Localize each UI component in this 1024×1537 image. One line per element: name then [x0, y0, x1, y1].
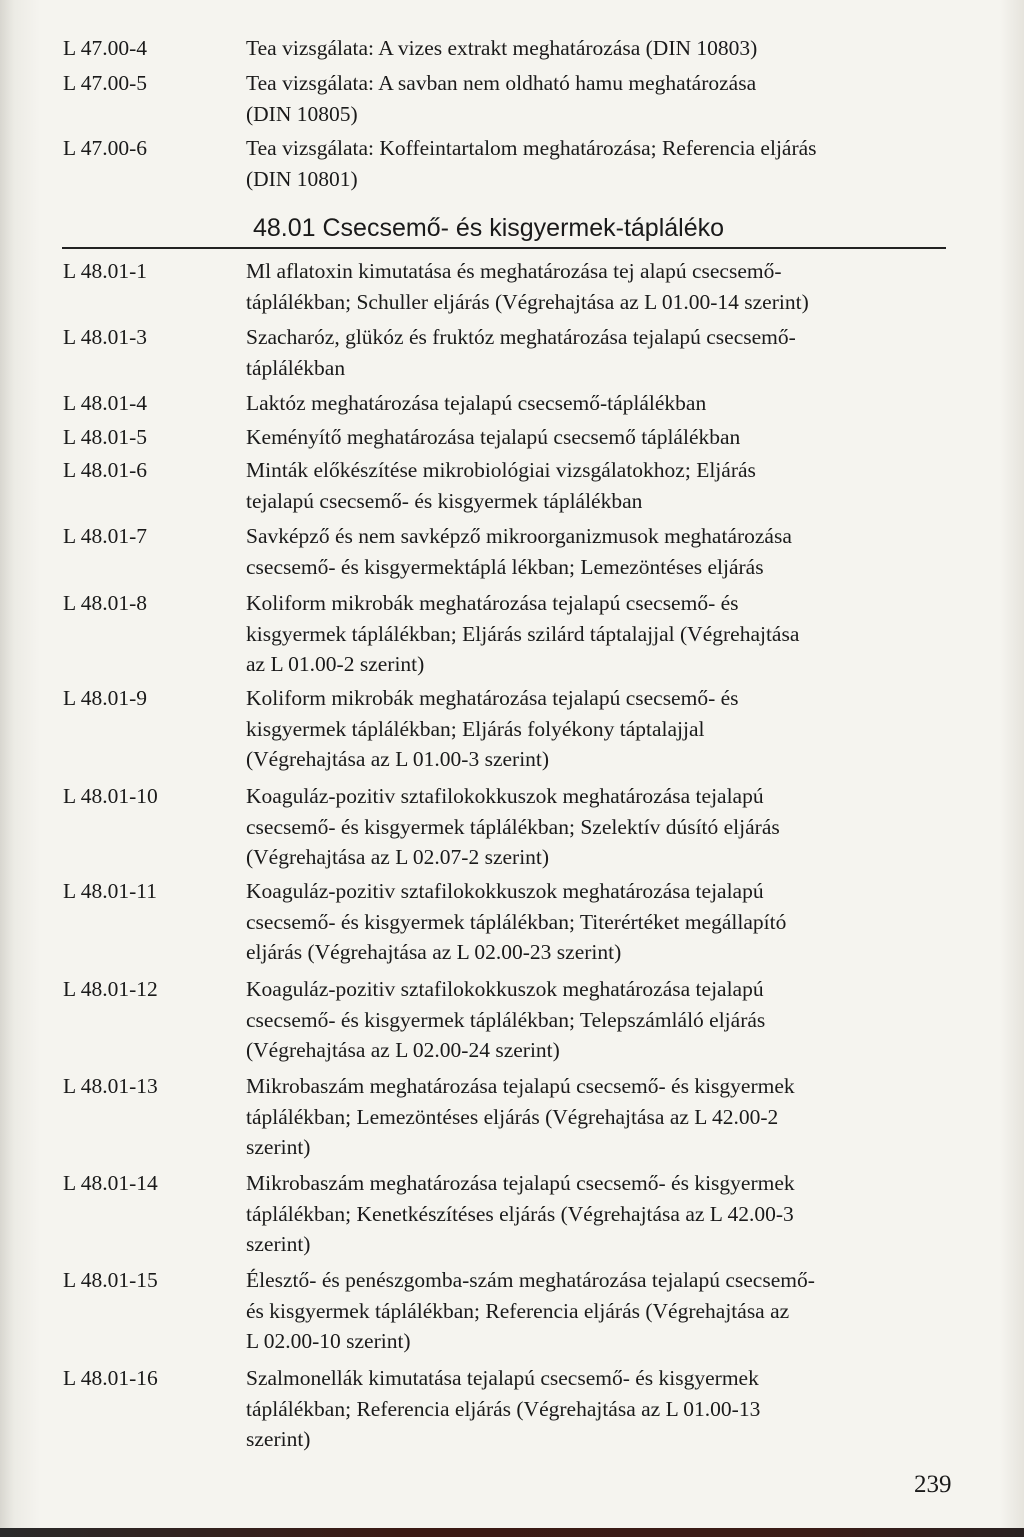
description-line: Tea vizsgálata: Koffeintartalom meghatározása; Referencia eljárás	[246, 136, 817, 160]
description-line: Élesztő- és penészgomba-szám meghatározása tejalapú csecsemő-	[246, 1268, 815, 1292]
description-line: kisgyermek táplálékban; Eljárás folyékony táptalajjal	[246, 716, 705, 741]
entry-code: L 48.01-7	[63, 524, 147, 548]
description-line: Koliform mikrobák meghatározása tejalapú csecsemő- és	[246, 686, 739, 710]
description-line: táplálékban; Referencia eljárás (Végrehajtása az L 01.00-13	[246, 1396, 761, 1421]
entry-description	[246, 68, 946, 129]
description-line: szerint)	[246, 1427, 311, 1451]
entry-code: L 47.00-5	[63, 71, 147, 95]
entry-code: L 48.01-13	[63, 1074, 158, 1098]
entry-description	[246, 422, 946, 453]
entry-code: L 48.01-6	[63, 458, 147, 482]
description-line: Koaguláz-pozitiv sztafilokokkuszok meghatározása tejalapú	[246, 784, 764, 808]
entry-description	[246, 1363, 946, 1455]
description-line: és kisgyermek táplálékban; Referencia eljárás (Végrehajtása az	[246, 1298, 790, 1323]
entry-description	[246, 781, 946, 873]
entry-description	[246, 683, 946, 775]
description-line: Tea vizsgálata: A savban nem oldható hamu meghatározása	[246, 71, 757, 95]
description-line: (Végrehajtása az L 01.00-3 szerint)	[246, 747, 550, 771]
description-line: csecsemő- és kisgyermek táplálékban; Titerértéket megállapító	[246, 909, 787, 934]
description-line: táplálékban; Lemezöntéses eljárás (Végrehajtása az L 42.00-2	[246, 1104, 779, 1129]
entry-code: L 48.01-9	[63, 686, 147, 710]
description-line: Tea vizsgálata: A vizes extrakt meghatározása (DIN 10803)	[246, 36, 758, 60]
entry-code: L 47.00-4	[63, 36, 147, 60]
description-line: Koliform mikrobák meghatározása tejalapú csecsemő- és	[246, 591, 739, 615]
entry-code: L 48.01-8	[63, 591, 147, 615]
description-line: Mikrobaszám meghatározása tejalapú csecsemő- és kisgyermek	[246, 1074, 795, 1098]
description-line: Ml aflatoxin kimutatása és meghatározása tej alapú csecsemő-	[246, 259, 782, 283]
entry-description	[246, 974, 946, 1066]
description-line: szerint)	[246, 1135, 311, 1159]
entry-description	[246, 322, 946, 383]
page-number: 239	[914, 1471, 952, 1498]
entry-code: L 48.01-11	[63, 879, 157, 903]
entry-description	[246, 133, 946, 194]
entry-description	[246, 876, 946, 968]
entry-code: L 47.00-6	[63, 136, 147, 160]
description-line: eljárás (Végrehajtása az L 02.00-23 szerint)	[246, 940, 622, 964]
entry-description	[246, 1071, 946, 1163]
description-line: Keményítő meghatározása tejalapú csecsemő táplálékban	[246, 425, 741, 449]
entry-description	[246, 588, 946, 680]
section-title: 48.01 Csecsemő- és kisgyermek-tápláléko	[253, 214, 725, 242]
entry-code: L 48.01-1	[63, 259, 147, 283]
entry-code: L 48.01-14	[63, 1171, 158, 1195]
description-line: (Végrehajtása az L 02.07-2 szerint)	[246, 845, 550, 869]
description-line: tejalapú csecsemő- és kisgyermek táplálékban	[246, 488, 643, 513]
description-line: (DIN 10805)	[246, 101, 358, 126]
description-line: szerint)	[246, 1232, 311, 1256]
description-line: L 02.00-10 szerint)	[246, 1329, 411, 1353]
entry-code: L 48.01-4	[63, 391, 147, 415]
description-line: (DIN 10801)	[246, 166, 358, 191]
description-line: Szacharóz, glükóz és fruktóz meghatározása tejalapú csecsemő-	[246, 325, 796, 349]
description-line: Laktóz meghatározása tejalapú csecsemő-táplálékban	[246, 391, 707, 415]
description-line: Savképző és nem savképző mikroorganizmusok meghatározása	[246, 524, 792, 548]
book-edge	[0, 1528, 1024, 1537]
entry-code: L 48.01-3	[63, 325, 147, 349]
entry-description	[246, 388, 946, 419]
description-line: kisgyermek táplálékban; Eljárás szilárd táptalajjal (Végrehajtása	[246, 621, 800, 646]
entry-code: L 48.01-16	[63, 1366, 158, 1390]
entry-description	[246, 256, 946, 317]
description-line: Mikrobaszám meghatározása tejalapú csecsemő- és kisgyermek	[246, 1171, 795, 1195]
description-line: az L 01.00-2 szerint)	[246, 652, 425, 676]
entry-description	[246, 1168, 946, 1260]
description-line: csecsemő- és kisgyermek táplálékban; Szelektív dúsító eljárás	[246, 814, 780, 839]
description-line: táplálékban; Schuller eljárás (Végrehajtása az L 01.00-14 szerint)	[246, 289, 809, 314]
entry-code: L 48.01-10	[63, 784, 158, 808]
description-line: táplálékban; Kenetkészítéses eljárás (Végrehajtása az L 42.00-3	[246, 1201, 794, 1226]
entry-code: L 48.01-5	[63, 425, 147, 449]
description-line: táplálékban	[246, 355, 346, 380]
description-line: csecsemő- és kisgyermektáplá lékban; Lemezöntéses eljárás	[246, 554, 764, 579]
entry-description	[246, 33, 946, 64]
entry-code: L 48.01-12	[63, 977, 158, 1001]
description-line: Koaguláz-pozitiv sztafilokokkuszok meghatározása tejalapú	[246, 879, 764, 903]
entry-description	[246, 455, 946, 516]
entry-description	[246, 521, 946, 582]
description-line: Szalmonellák kimutatása tejalapú csecsemő- és kisgyermek	[246, 1366, 759, 1390]
entry-code: L 48.01-15	[63, 1268, 158, 1292]
description-line: csecsemő- és kisgyermek táplálékban; Telepszámláló eljárás	[246, 1007, 766, 1032]
section-divider	[62, 247, 946, 249]
description-line: Koaguláz-pozitiv sztafilokokkuszok meghatározása tejalapú	[246, 977, 764, 1001]
description-line: Minták előkészítése mikrobiológiai vizsgálatokhoz; Eljárás	[246, 458, 756, 482]
description-line: (Végrehajtása az L 02.00-24 szerint)	[246, 1038, 560, 1062]
entry-description	[246, 1265, 946, 1357]
